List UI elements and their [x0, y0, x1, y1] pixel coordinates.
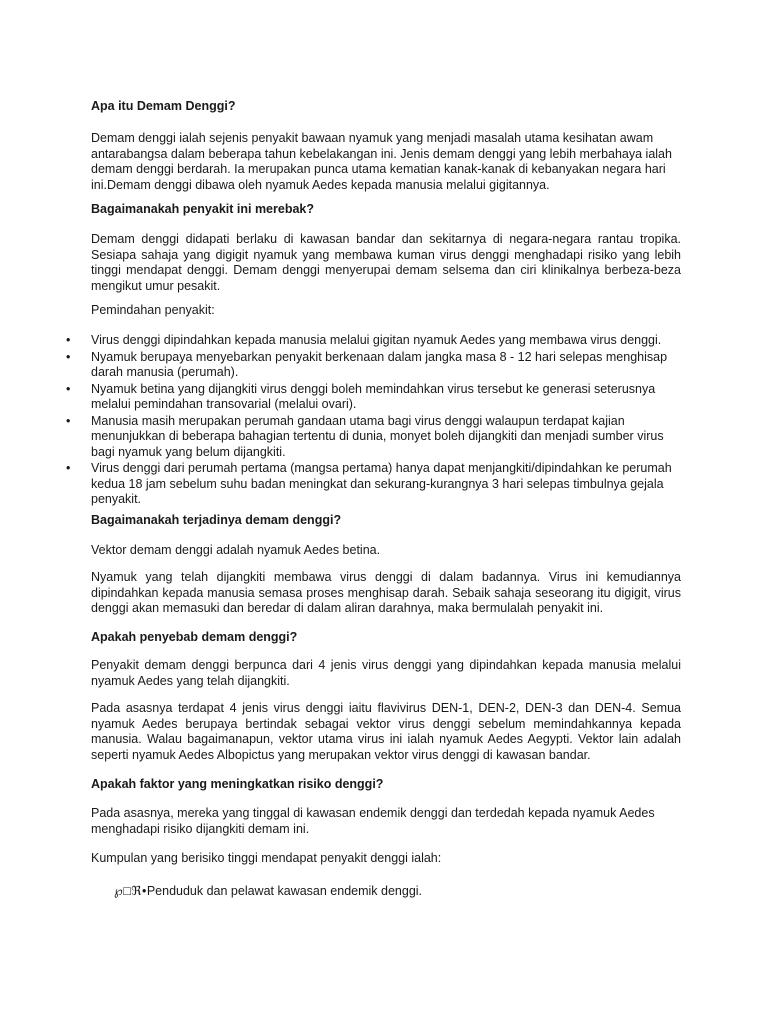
bullet-icon: • — [66, 381, 71, 396]
transmission-bullet-list — [0, 333, 690, 509]
heading-apakah-penyebab: Apakah penyebab demam denggi? — [91, 630, 298, 644]
heading-apa-itu-demam-denggi: Apa itu Demam Denggi? — [91, 99, 236, 113]
bullet-icon: ℘□ℜ• — [114, 884, 147, 898]
list-item-text: Nyamuk betina yang dijangkiti virus denggi boleh memindahkan virus tersebut ke generasi seterusnya melalui pemindahan transovarial (melalui ovari). — [91, 381, 656, 411]
list-item-text: Virus denggi dari perumah pertama (mangsa pertama) hanya dapat menjangkiti/dipindahkan ke perumah kedua 18 jam sebelum suhu badan meningkat dan sekurang-kurangnya 3 hari selepas timbulnya gejala penyakit. — [91, 461, 672, 506]
paragraph-kumpulan-berisiko: Kumpulan yang berisiko tinggi mendapat penyakit denggi ialah: — [91, 851, 442, 865]
paragraph-definition: Demam denggi ialah sejenis penyakit bawaan nyamuk yang menjadi masalah utama kesihatan awam antarabangsa dalam beberapa tahun kebelakangan ini. Jenis demam denggi yang lebih merbahaya ialah demam denggi berdarah. Ia merupakan punca utama kematian kanak-kanak di kebanyakan negara hari ini.Demam denggi dibawa oleh nyamuk Aedes kepada manusia melalui gigitannya. — [91, 131, 672, 192]
bullet-icon: • — [66, 333, 71, 347]
paragraph-vektor: Vektor demam denggi adalah nyamuk Aedes betina. — [91, 543, 381, 557]
list-item-text: Virus denggi dipindahkan kepada manusia melalui gigitan nyamuk Aedes yang membawa virus denggi. — [91, 333, 662, 347]
paragraph-spread: Demam denggi didapati berlaku di kawasan bandar dan sekitarnya di negara-negara rantau tropika. Sesiapa sahaja yang digigit nyamuk yang membawa kuman virus denggi menghadapi risiko yang lebih tinggi mendapat denggi. Demam denggi menyerupai demam selsema dan ciri klinikalnya berbeza-beza mengikut umur pesakit. — [91, 232, 681, 293]
list-item-text: Nyamuk berupaya menyebarkan penyakit berkenaan dalam jangka masa 8 - 12 hari selepas menghisap darah manusia (perumah). — [91, 349, 668, 379]
bullet-icon: • — [66, 349, 71, 364]
list-item — [114, 884, 422, 900]
paragraph-pemindahan-label: Pemindahan penyakit: — [91, 303, 215, 317]
list-item-text: Manusia masih merupakan perumah gandaan utama bagi virus denggi walaupun terdapat kajian menunjukkan di beberapa bahagian tertentu di dunia, monyet boleh dijangkiti dan menjadi sumber virus bagi nyamuk yang belum dijangkiti. — [91, 413, 664, 459]
heading-bagaimanakah-merebak: Bagaimanakah penyakit ini merebak? — [91, 202, 315, 216]
list-item — [0, 333, 690, 349]
paragraph-nyamuk-dijangkiti: Nyamuk yang telah dijangkiti membawa virus denggi di dalam badannya. Virus ini kemudiannya dipindahkan kepada manusia semasa proses menghisap darah. Sebaik sahaja seseorang itu digigit, virus denggi akan memasuki dan beredar di dalam aliran darahnya, maka bermulalah penyakit ini. — [91, 570, 681, 615]
bullet-icon: • — [66, 413, 71, 428]
list-item — [0, 461, 690, 508]
list-item-text: Penduduk dan pelawat kawasan endemik denggi. — [146, 884, 423, 898]
heading-apakah-faktor-risiko: Apakah faktor yang meningkatkan risiko denggi? — [91, 777, 384, 791]
heading-bagaimanakah-terjadinya: Bagaimanakah terjadinya demam denggi? — [91, 513, 342, 527]
paragraph-penyebab: Penyakit demam denggi berpunca dari 4 jenis virus denggi yang dipindahkan kepada manusia melalui nyamuk Aedes yang telah dijangkiti. — [91, 658, 681, 688]
paragraph-kawasan-endemik: Pada asasnya, mereka yang tinggal di kawasan endemik denggi dan terdedah kepada nyamuk Aedes menghadapi risiko dijangkiti demam ini. — [91, 806, 655, 836]
bullet-icon: • — [66, 461, 71, 475]
list-item — [0, 382, 690, 413]
paragraph-jenis-virus: Pada asasnya terdapat 4 jenis virus denggi iaitu flavivirus DEN-1, DEN-2, DEN-3 dan DEN-4. Semua nyamuk Aedes berupaya bertindak sebagai vektor virus denggi sebelum memindahkannya kepada manusia. Walau bagaimanapun, vektor utama virus ini ialah nyamuk Aedes Aegypti. Vektor lain adalah seperti nyamuk Aedes Albopictus yang merupakan vektor virus denggi di kawasan bandar. — [91, 701, 681, 762]
list-item — [0, 350, 690, 381]
list-item — [0, 414, 690, 461]
